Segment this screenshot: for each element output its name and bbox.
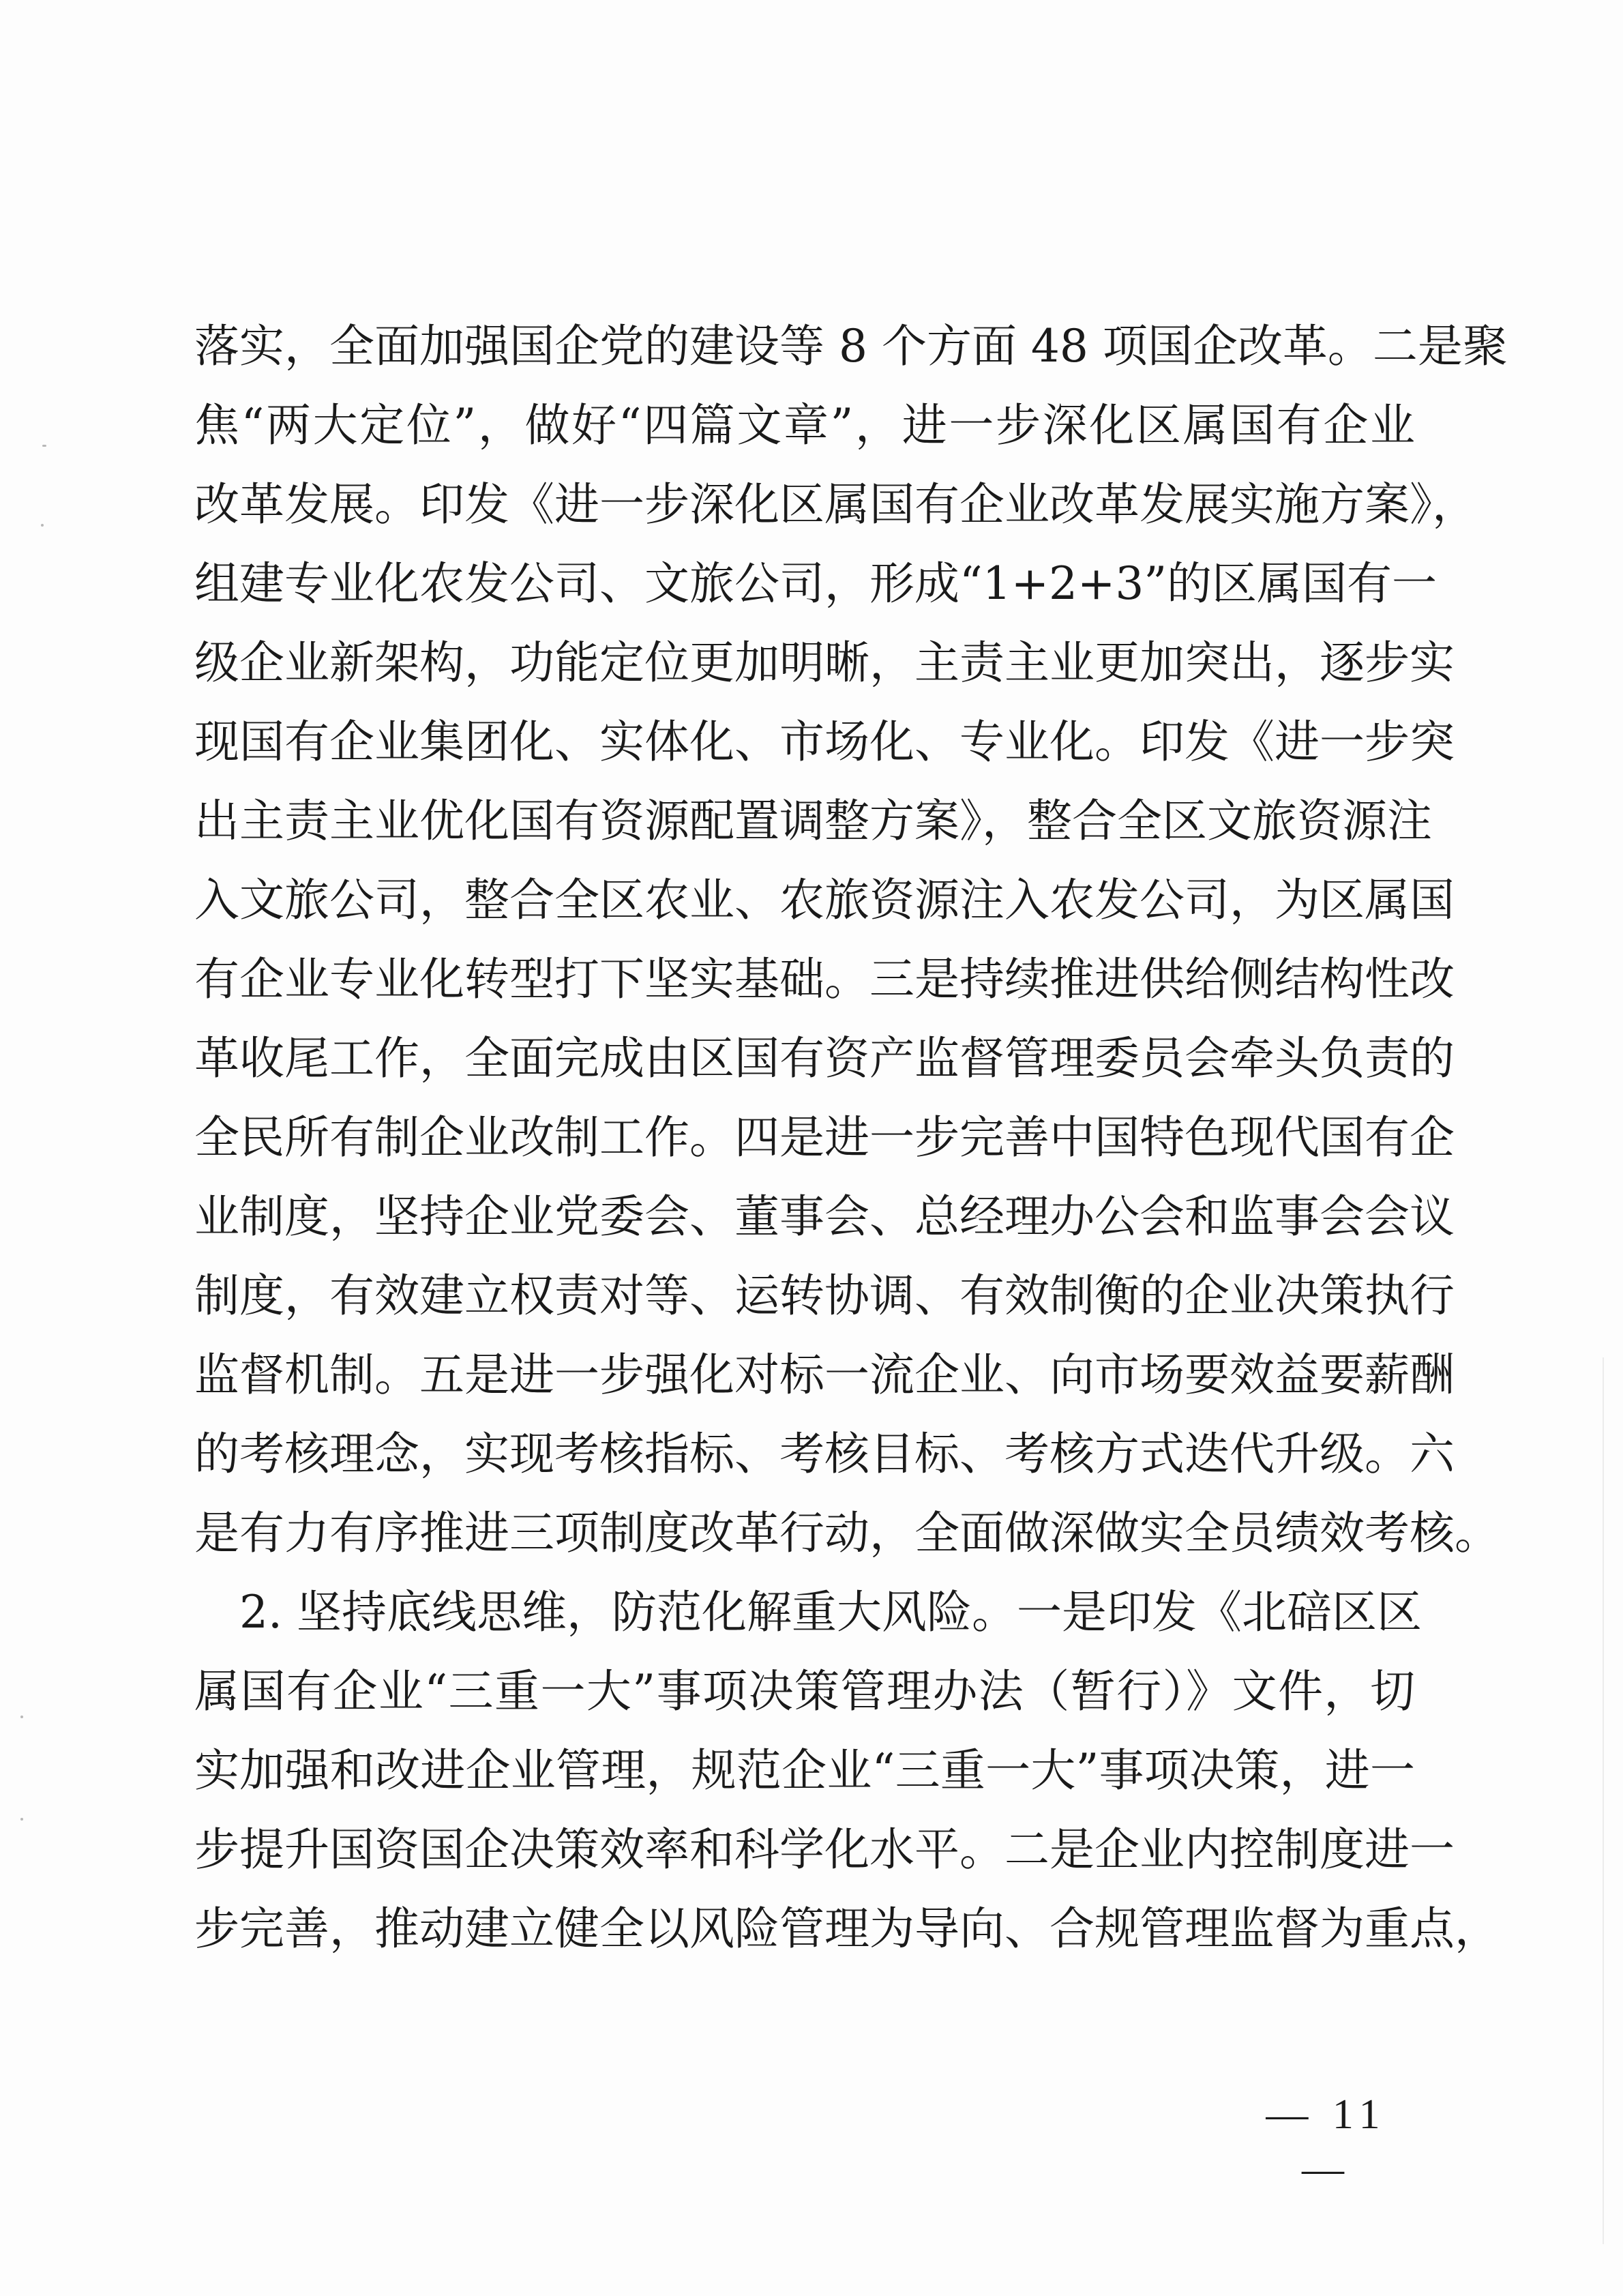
text-line: 入文旅公司，整合全区农业、农旅资源注入农发公司，为区属国: [194, 874, 1455, 926]
scan-speck: [20, 1818, 23, 1821]
text-line: 革收尾工作，全面完成由区国有资产监督管理委员会牵头负责的: [194, 1032, 1455, 1085]
page-number: — 11 —: [1266, 2091, 1387, 2192]
body-text: [194, 307, 1508, 1969]
scan-edge-shadow: [1603, 1357, 1604, 2244]
text-line: 落实，全面加强国企党的建设等 8 个方面 48 项国企改革。二是聚: [194, 320, 1508, 372]
text-line: 2. 坚持底线思维，防范化解重大风险。一是印发《北碚区区: [194, 1586, 1422, 1638]
text-line: 步完善，推动建立健全以风险管理为导向、合规管理监督为重点，: [194, 1902, 1500, 1955]
text-line: 全民所有制企业改制工作。四是进一步完善中国特色现代国有企: [194, 1111, 1455, 1164]
text-line: 业制度，坚持企业党委会、董事会、总经理办公会和监事会会议: [194, 1190, 1455, 1243]
text-line: 出主责主业优化国有资源配置调整方案》，整合全区文旅资源注: [194, 795, 1432, 847]
text-line: 改革发展。印发《进一步深化区属国有企业改革发展实施方案》，: [194, 478, 1477, 531]
text-line: 级企业新架构，功能定位更加明晰，主责主业更加突出，逐步实: [194, 636, 1455, 689]
text-line: 现国有企业集团化、实体化、市场化、专业化。印发《进一步突: [194, 716, 1455, 768]
text-line: 实加强和改进企业管理，规范企业“三重一大”事项决策，进一: [194, 1744, 1415, 1797]
text-line: 有企业专业化转型打下坚实基础。三是持续推进供给侧结构性改: [194, 953, 1455, 1005]
scan-speck: [42, 445, 46, 447]
text-line: 的考核理念，实现考核指标、考核目标、考核方式迭代升级。六: [194, 1428, 1455, 1480]
text-line: 是有力有序推进三项制度改革行动，全面做深做实全员绩效考核。: [194, 1507, 1500, 1559]
text-line: 组建专业化农发公司、文旅公司，形成“1+2+3”的区属国有一: [194, 557, 1438, 610]
text-line: 监督机制。五是进一步强化对标一流企业、向市场要效益要薪酬: [194, 1349, 1455, 1401]
text-line: 焦“两大定位”，做好“四篇文章”，进一步深化区属国有企业: [194, 399, 1415, 452]
text-line: 属国有企业“三重一大”事项决策管理办法（暂行）》文件，切: [194, 1665, 1415, 1718]
scan-speck: [41, 524, 44, 527]
text-line: 步提升国资国企决策效率和科学化水平。二是企业内控制度进一: [194, 1823, 1455, 1876]
scan-speck: [20, 1716, 23, 1718]
text-line: 制度，有效建立权责对等、运转协调、有效制衡的企业决策执行: [194, 1269, 1455, 1322]
